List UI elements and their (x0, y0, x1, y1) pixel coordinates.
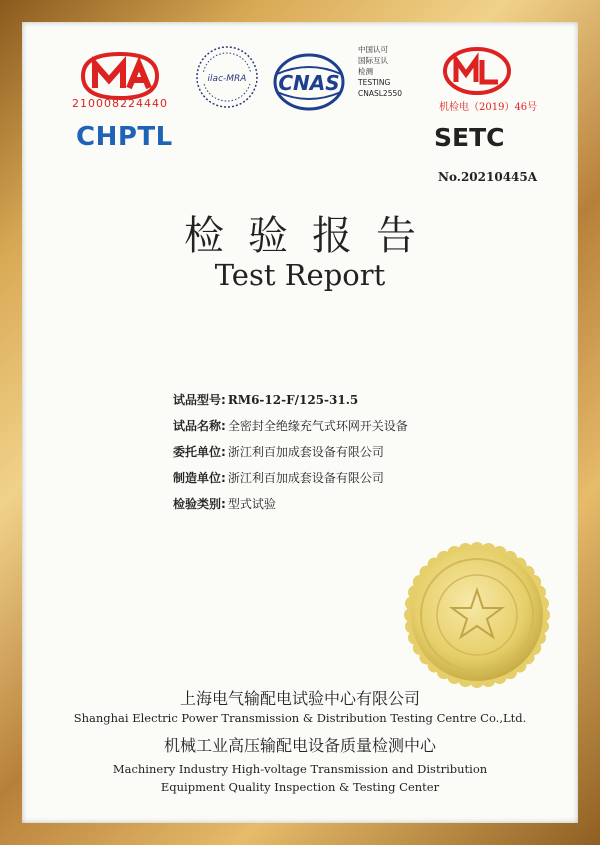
field-row-manufacturer (173, 465, 408, 491)
embossed-seal (402, 540, 552, 690)
field-label: 委托单位: (173, 445, 226, 459)
ma-number: 210008224440 (72, 97, 168, 110)
setc-logo: SETC (434, 123, 505, 152)
cnas-text: CNAS (278, 71, 340, 95)
cnas-line: 中国认可 (358, 45, 388, 54)
field-value: RM6-12-F/125-31.5 (227, 393, 359, 407)
field-value: 型式试验 (227, 497, 276, 511)
certificate-number: No.20210445A (438, 170, 538, 184)
cnas-line: 检测 (358, 67, 373, 76)
org2-chinese: 机械工业高压输配电设备质量检测中心 (163, 736, 436, 755)
title-english: Test Report (214, 258, 386, 292)
ml-logo (442, 46, 512, 96)
field-label: 检验类别: (173, 497, 226, 511)
cnas-line: CNASL2550 (358, 89, 403, 98)
org2-english-line2: Equipment Quality Inspection & Testing Center (160, 780, 440, 794)
cnas-logo (271, 50, 351, 116)
ilac-mra-logo (194, 44, 260, 110)
chptl-logo: CHPTL (76, 122, 173, 152)
field-row-name (173, 413, 408, 439)
field-row-model (173, 387, 408, 413)
title-chinese: 检验报告 (184, 213, 440, 259)
org1-chinese: 上海电气输配电试验中心有限公司 (179, 689, 420, 708)
ml-number: 机检电（2019）46号 (439, 102, 538, 113)
field-row-type (173, 491, 408, 517)
ilac-text: ilac-MRA (207, 74, 247, 84)
field-label: 试品型号: (173, 393, 226, 407)
field-value: 浙江利百加成套设备有限公司 (227, 471, 384, 485)
field-value: 全密封全绝缘充气式环网开关设备 (227, 419, 408, 433)
field-label: 试品名称: (173, 419, 226, 433)
field-label: 制造单位: (173, 471, 226, 485)
cnas-accreditation-text (358, 44, 402, 99)
field-row-client (173, 439, 408, 465)
cnas-line: TESTING (358, 78, 391, 87)
field-value: 浙江利百加成套设备有限公司 (227, 445, 384, 459)
cnas-line: 国际互认 (358, 56, 388, 65)
org2-english-line1: Machinery Industry High-voltage Transmission and Distribution (112, 762, 488, 776)
org1-english: Shanghai Electric Power Transmission & Distribution Testing Centre Co.,Ltd. (73, 711, 527, 725)
report-fields (173, 387, 408, 517)
certificate-paper (22, 22, 578, 823)
